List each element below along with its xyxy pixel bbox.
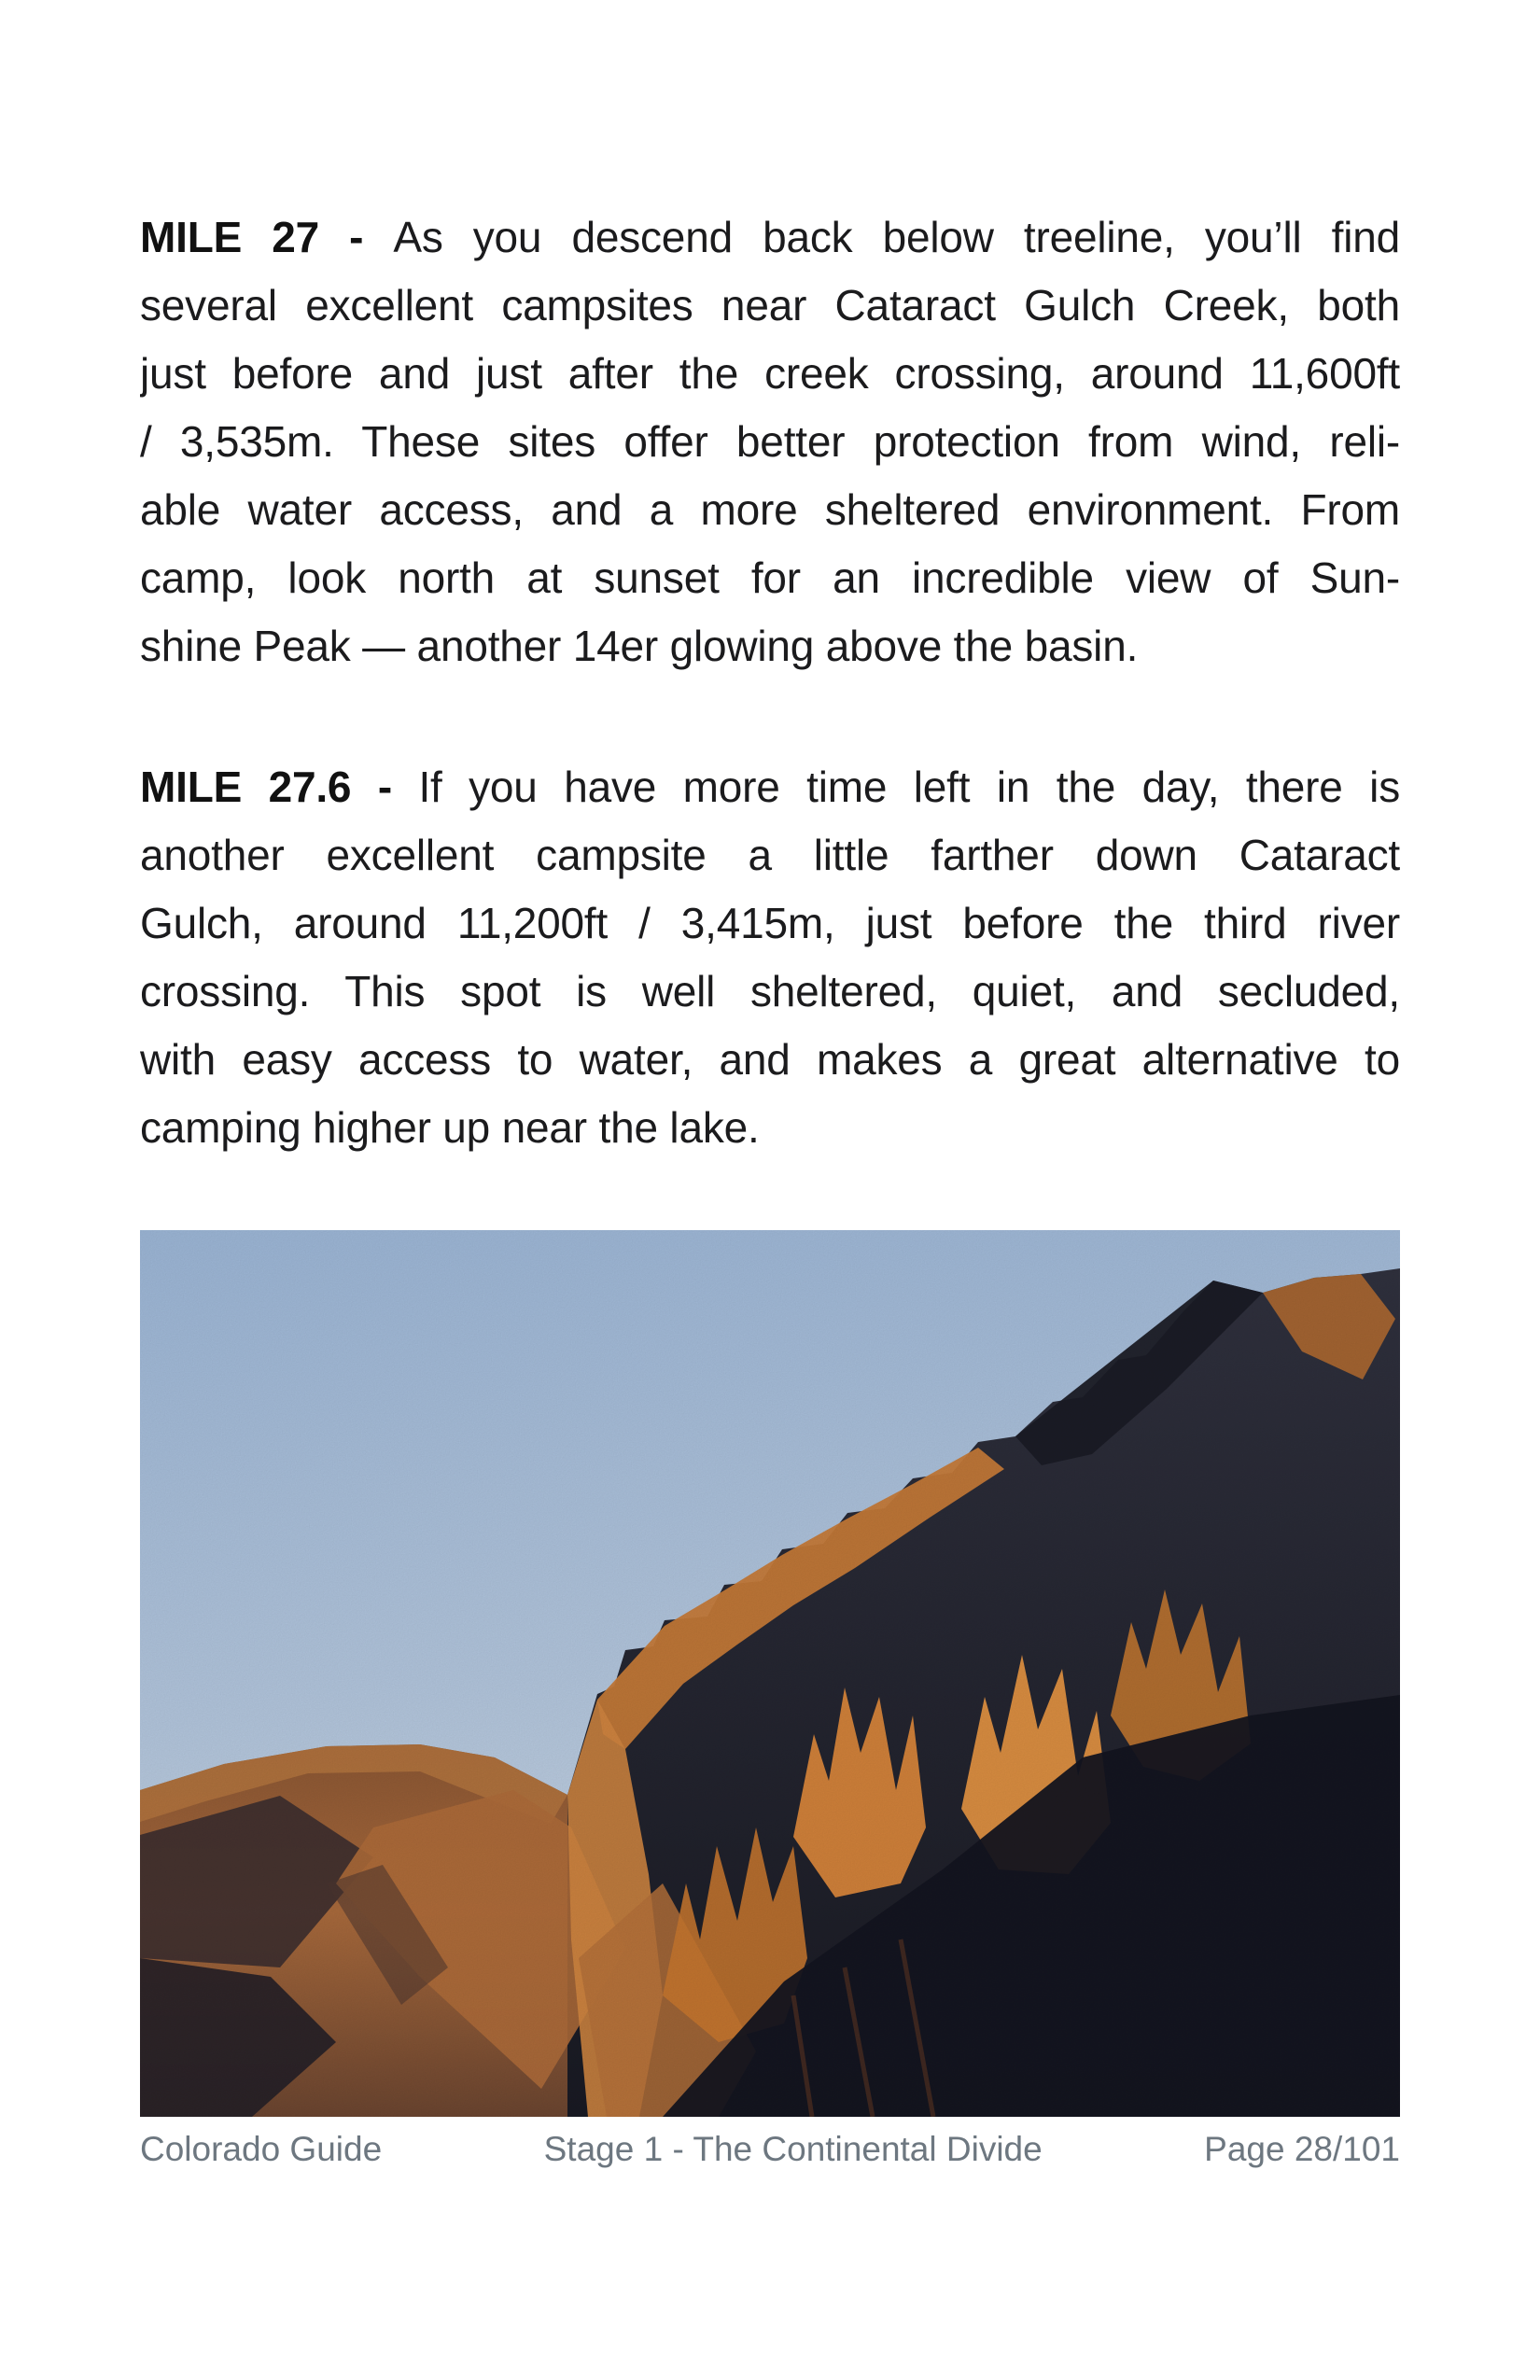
text-line: another excellent campsite a little farther down Cataract — [140, 831, 1400, 879]
text-line: camp, look north at sunset for an incredible view of Sun- — [140, 553, 1400, 602]
mile-marker-label: MILE 27 - — [140, 213, 394, 261]
text-line: Gulch, around 11,200ft / 3,415m, just before the third river — [140, 899, 1400, 947]
text-line: with easy access to water, and makes a great alternative to — [140, 1035, 1400, 1084]
mountain-photo — [140, 1230, 1400, 2117]
text-line: camping higher up near the lake. — [140, 1103, 760, 1152]
paragraph-mile-27-6 — [140, 753, 1400, 1162]
mountain-photo-illustration — [140, 1230, 1400, 2117]
text-line: shine Peak — another 14er glowing above the basin. — [140, 622, 1139, 670]
mile-marker-label: MILE 27.6 - — [140, 763, 419, 811]
paragraph-mile-27 — [140, 203, 1400, 680]
footer-stage-title: Stage 1 - The Continental Divide — [543, 2130, 1043, 2168]
text-line: MILE 27 - As you descend back below treeline, you’ll find — [140, 213, 1400, 261]
page-footer — [140, 2128, 1400, 2171]
text-line: able water access, and a more sheltered environment. From — [140, 485, 1400, 534]
photo-grain-texture — [140, 1230, 1400, 2117]
text-line: crossing. This spot is well sheltered, quiet, and secluded, — [140, 967, 1400, 1015]
footer-book-title: Colorado Guide — [140, 2130, 383, 2168]
text-line: / 3,535m. These sites offer better protection from wind, reli- — [140, 417, 1400, 466]
text-line: MILE 27.6 - If you have more time left in the day, there is — [140, 763, 1400, 811]
text-line: just before and just after the creek crossing, around 11,600ft — [140, 349, 1400, 398]
footer-page-number: Page 28/101 — [1204, 2130, 1400, 2168]
text-line: several excellent campsites near Cataract Gulch Creek, both — [140, 281, 1400, 329]
